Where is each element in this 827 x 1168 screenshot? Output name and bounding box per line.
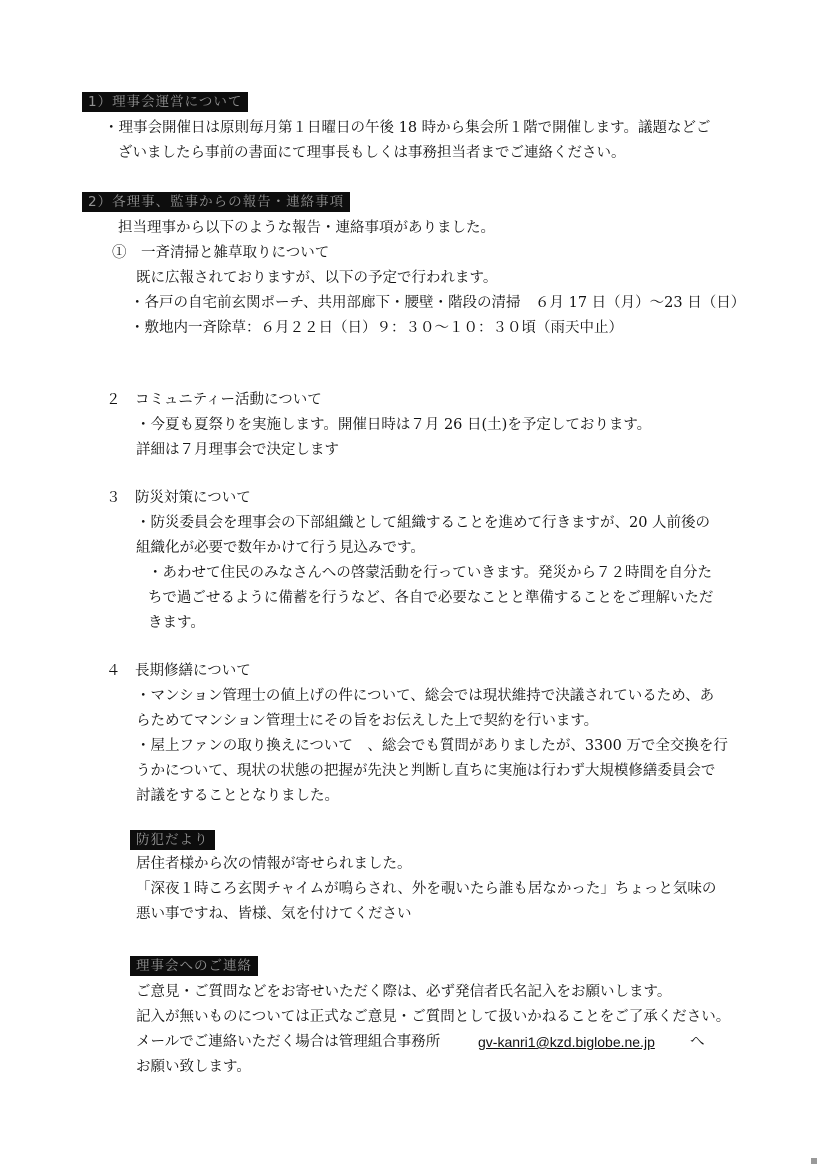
item-title-disaster: ３ 防災対策について: [106, 490, 251, 506]
paragraph-line: ご意見・ご質問などをお寄せいただく際は、必ず発信者氏名記入をお願いします。: [136, 984, 672, 1000]
section-header-board-operation: 1）理事会運営について: [82, 92, 248, 112]
paragraph-line: ・今夏も夏祭りを実施します。開催日時は７月 26 日(土)を予定しております。: [136, 417, 652, 433]
paragraph-line: 居住者様から次の情報が寄せられました。: [136, 856, 412, 872]
paragraph-line: らためてマンション管理士にその旨をお伝えした上で契約を行います。: [136, 713, 599, 729]
paragraph-line: きます。: [148, 615, 205, 631]
paragraph-line: 悪い事ですね、皆様、気を付けてください: [136, 906, 412, 922]
paragraph-line: 既に広報されておりますが、以下の予定で行われます。: [136, 270, 498, 286]
paragraph-line: 組織化が必要で数年かけて行う見込みです。: [136, 540, 425, 556]
paragraph-line: 討議をすることとなりました。: [136, 788, 339, 804]
section-header-crime-prevention: 防犯だより: [130, 830, 215, 850]
item-title-community: ２ コミュニティー活動について: [106, 392, 322, 408]
paragraph-line: うかについて、現状の状態の把握が先決と判断し直ちに実施は行わず大規模修繕委員会で: [136, 763, 716, 779]
paragraph-line: ・マンション管理士の値上げの件について、総会では現状維持で決議されているため、あ: [136, 688, 715, 704]
paragraph-line: ・あわせて住民のみなさんへの啓蒙活動を行っていきます。発災から７２時間を自分た: [148, 565, 713, 581]
paragraph-line: 記入が無いものについては正式なご意見・ご質問として扱いかねることをご了承ください。: [136, 1009, 731, 1025]
scan-mark: [811, 1158, 817, 1164]
section-header-contact-board: 理事会へのご連絡: [130, 956, 258, 976]
paragraph-line: メールでご連絡いただく場合は管理組合事務所: [136, 1034, 441, 1050]
paragraph-line: お願い致します。: [136, 1059, 251, 1075]
paragraph-line: ・防災委員会を理事会の下部組織として組織することを進めて行きますが、20 人前後の: [136, 515, 711, 531]
paragraph-line: 詳細は７月理事会で決定します: [136, 442, 339, 458]
email-link[interactable]: gv-kanri1@kzd.biglobe.ne.jp: [478, 1034, 655, 1050]
section-intro: 担当理事から以下のような報告・連絡事項がありました。: [118, 220, 495, 236]
paragraph-line: ちで過ごせるように備蓄を行うなど、各自で必要なことと準備することをご理解いただ: [148, 590, 714, 606]
section-header-reports: 2）各理事、監事からの報告・連絡事項: [82, 192, 350, 212]
email-suffix: へ: [690, 1034, 705, 1050]
item-title-cleaning: ① 一斉清掃と雑草取りについて: [112, 245, 330, 261]
paragraph-line: ・各戸の自宅前玄関ポーチ、共用部廊下・腰壁・階段の清掃 ６月 17 日（月）～23 日（日）: [130, 295, 746, 311]
paragraph-line: ・理事会開催日は原則毎月第１日曜日の午後 18 時から集会所１階で開催します。議題などご: [104, 120, 711, 136]
paragraph-line: 「深夜１時ころ玄関チャイムが鳴らされ、外を覗いたら誰も居なかった」ちょっと気味の: [136, 881, 717, 897]
paragraph-line: ・屋上ファンの取り換えについて 、総会でも質問がありましたが、3300 万で全交換を行: [136, 738, 728, 754]
paragraph-line: ざいましたら事前の書面にて理事長もしくは事務担当者までご連絡ください。: [118, 145, 626, 161]
paragraph-line: ・敷地内一斉除草：６月２２日（日）９：３０～１０：３０頃（雨天中止）: [130, 320, 623, 336]
item-title-repair: ４ 長期修繕について: [106, 663, 251, 679]
